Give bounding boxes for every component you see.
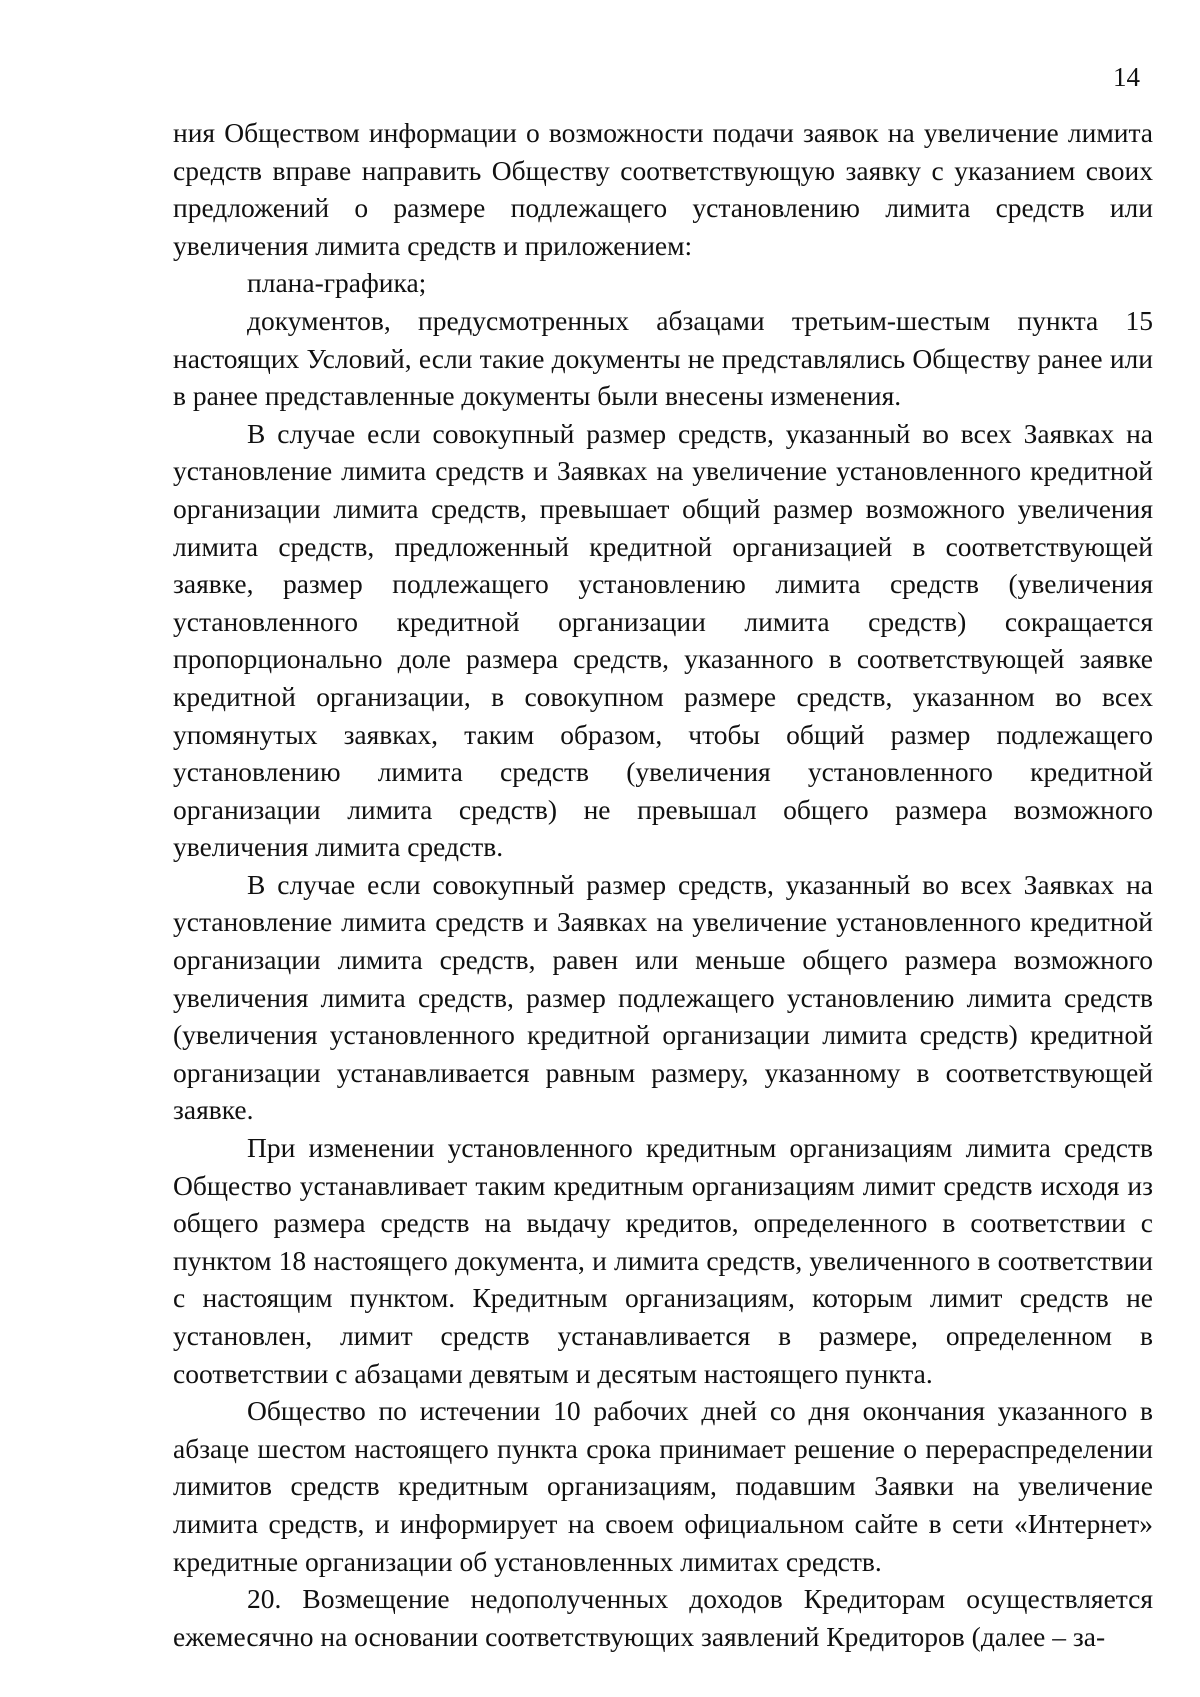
paragraph-continuation: ния Обществом информации о возможности подачи заявок на увеличение лимита средств вправе направить Обществу соответствующую заявку с указанием своих предложений о размере подлежащего установлению лимита средств или увеличения лимита средств и приложением: [173, 117, 1153, 261]
paragraph-excess-case: В случае если совокупный размер средств, указанный во всех Заявках на установление лимита средств и Заявках на увеличение установленного кредитной организации лимита средств, превышает общий размер возможного увеличения лимита средств, предложенный кредитной организацией в соответствующей заявке, размер подлежащего установлению лимита средств (увеличения установленного кредитной организации лимита средств) сокращается пропорционально доле размера средств, указанного в соответствующей заявке кредитной организации, в совокупном размере средств, указанном во всех упомянутых заявках, таким образом, чтобы общий размер подлежащего установлению лимита средств (увеличения установленного кредитной организации лимита средств) не превышал общего размера возможного увеличения лимита средств. [173, 417, 1153, 863]
paragraph-limit-change: При изменении установленного кредитным организациям лимита средств Общество устанавливает таким кредитным организациям лимит средств исходя из общего размера средств на выдачу кредитов, определенного в соответствии с пунктом 18 настоящего документа, и лимита средств, увеличенного в соответствии с настоящим пунктом. Кредитным организациям, которым лимит средств не установлен, лимит средств устанавливается в размере, определенном в соответствии с абзацами девятым и десятым настоящего пункта. [173, 1132, 1153, 1389]
document-body [173, 114, 1153, 1655]
list-item-schedule: плана-графика; [247, 267, 427, 299]
paragraph-item-20: 20. Возмещение недополученных доходов Кредиторам осуществляется ежемесячно на основании соответствующих заявлений Кредиторов (далее – за- [173, 1583, 1153, 1652]
page-number: 14 [1113, 62, 1140, 92]
paragraph-redistribution: Общество по истечении 10 рабочих дней со дня окончания указанного в абзаце шестом настоящего пункта срока принимает решение о перераспределении лимитов средств кредитным организациям, подавшим Заявки на увеличение лимита средств, и информирует на своем официальном сайте в сети «Интернет» кредитные организации об установленных лимитах средств. [173, 1395, 1153, 1577]
list-item-documents: документов, предусмотренных абзацами третьим-шестым пункта 15 настоящих Условий, если такие документы не представлялись Обществу ранее или в ранее представленные документы были внесены изменения. [173, 304, 1153, 412]
paragraph-equal-or-less-case: В случае если совокупный размер средств, указанный во всех Заявках на установление лимита средств и Заявках на увеличение установленного кредитной организации лимита средств, равен или меньше общего размера возможного увеличения лимита средств, размер подлежащего установлению лимита средств (увеличения установленного кредитной организации лимита средств) кредитной организации устанавливается равным размеру, указанному в соответствующей заявке. [173, 868, 1153, 1126]
